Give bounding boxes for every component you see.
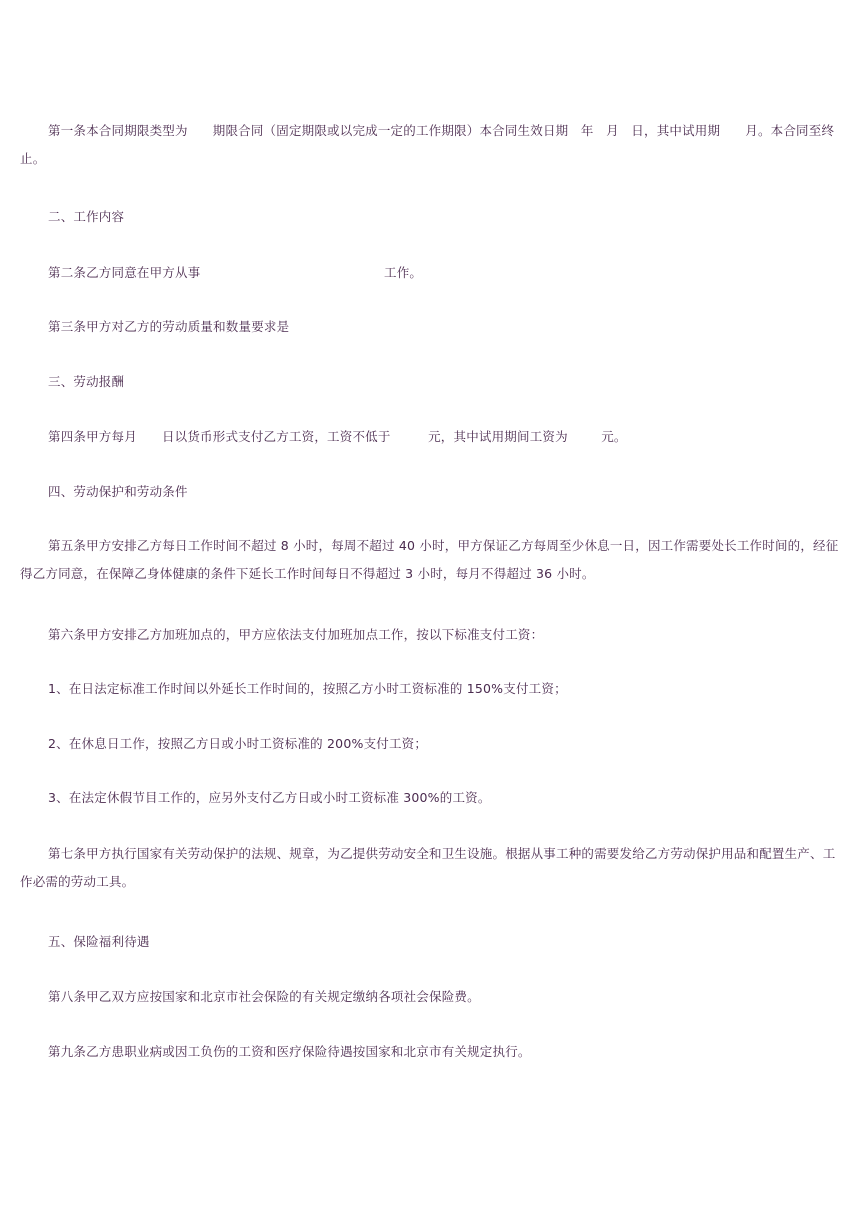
clause-4-wages: 第四条甲方每月 日以货币形式支付乙方工资，工资不低于 元，其中试用期间工资为 元。 <box>48 429 627 444</box>
clause-2-job: 第二条乙方同意在甲方从事 工作。 <box>48 265 423 280</box>
overtime-rule-3: 3、在法定休假节目工作的，应另外支付乙方日或小时工资标准 300%的工资。 <box>48 790 491 805</box>
section-5-heading: 五、保险福利待遇 <box>48 934 150 949</box>
clause-7-labor-protection: 第七条甲方执行国家有关劳动保护的法规、规章，为乙提供劳动安全和卫生设施。根据从事工种的需要发给乙方劳动保护用品和配置生产、工作必需的劳动工具。 <box>20 846 836 889</box>
clause-5-working-hours: 第五条甲方安排乙方每日工作时间不超过 8 小时，每周不超过 40 小时，甲方保证乙方每周至少休息一日，因工作需要处长工作时间的，经征得乙方同意，在保障乙身体健康的条件下延长工作时间每日不得超过 3 小时，每月不得超过 36 小时。 <box>20 538 839 581</box>
clause-3-quality-requirements: 第三条甲方对乙方的劳动质量和数量要求是 <box>48 319 290 334</box>
clause-6-overtime: 第六条甲方安排乙方加班加点的，甲方应依法支付加班加点工作，按以下标准支付工资： <box>48 627 544 642</box>
section-2-heading: 二、工作内容 <box>48 209 125 224</box>
clause-8-social-insurance: 第八条甲乙双方应按国家和北京市社会保险的有关规定缴纳各项社会保险费。 <box>48 989 480 1004</box>
clause-1-contract-term: 第一条本合同期限类型为 期限合同（固定期限或以完成一定的工作期限）本合同生效日期 年 月 日，其中试用期 月。本合同至终止。 <box>20 123 835 166</box>
overtime-rule-2: 2、在休息日工作，按照乙方日或小时工资标准的 200%支付工资； <box>48 736 428 751</box>
overtime-rule-1: 1、在日法定标准工作时间以外延长工作时间的，按照乙方小时工资标准的 150%支付工资； <box>48 681 567 696</box>
clause-9-occupational-injury: 第九条乙方患职业病或因工负伤的工资和医疗保险待遇按国家和北京市有关规定执行。 <box>48 1044 531 1059</box>
section-4-heading: 四、劳动保护和劳动条件 <box>48 484 188 499</box>
section-3-heading: 三、劳动报酬 <box>48 374 125 389</box>
